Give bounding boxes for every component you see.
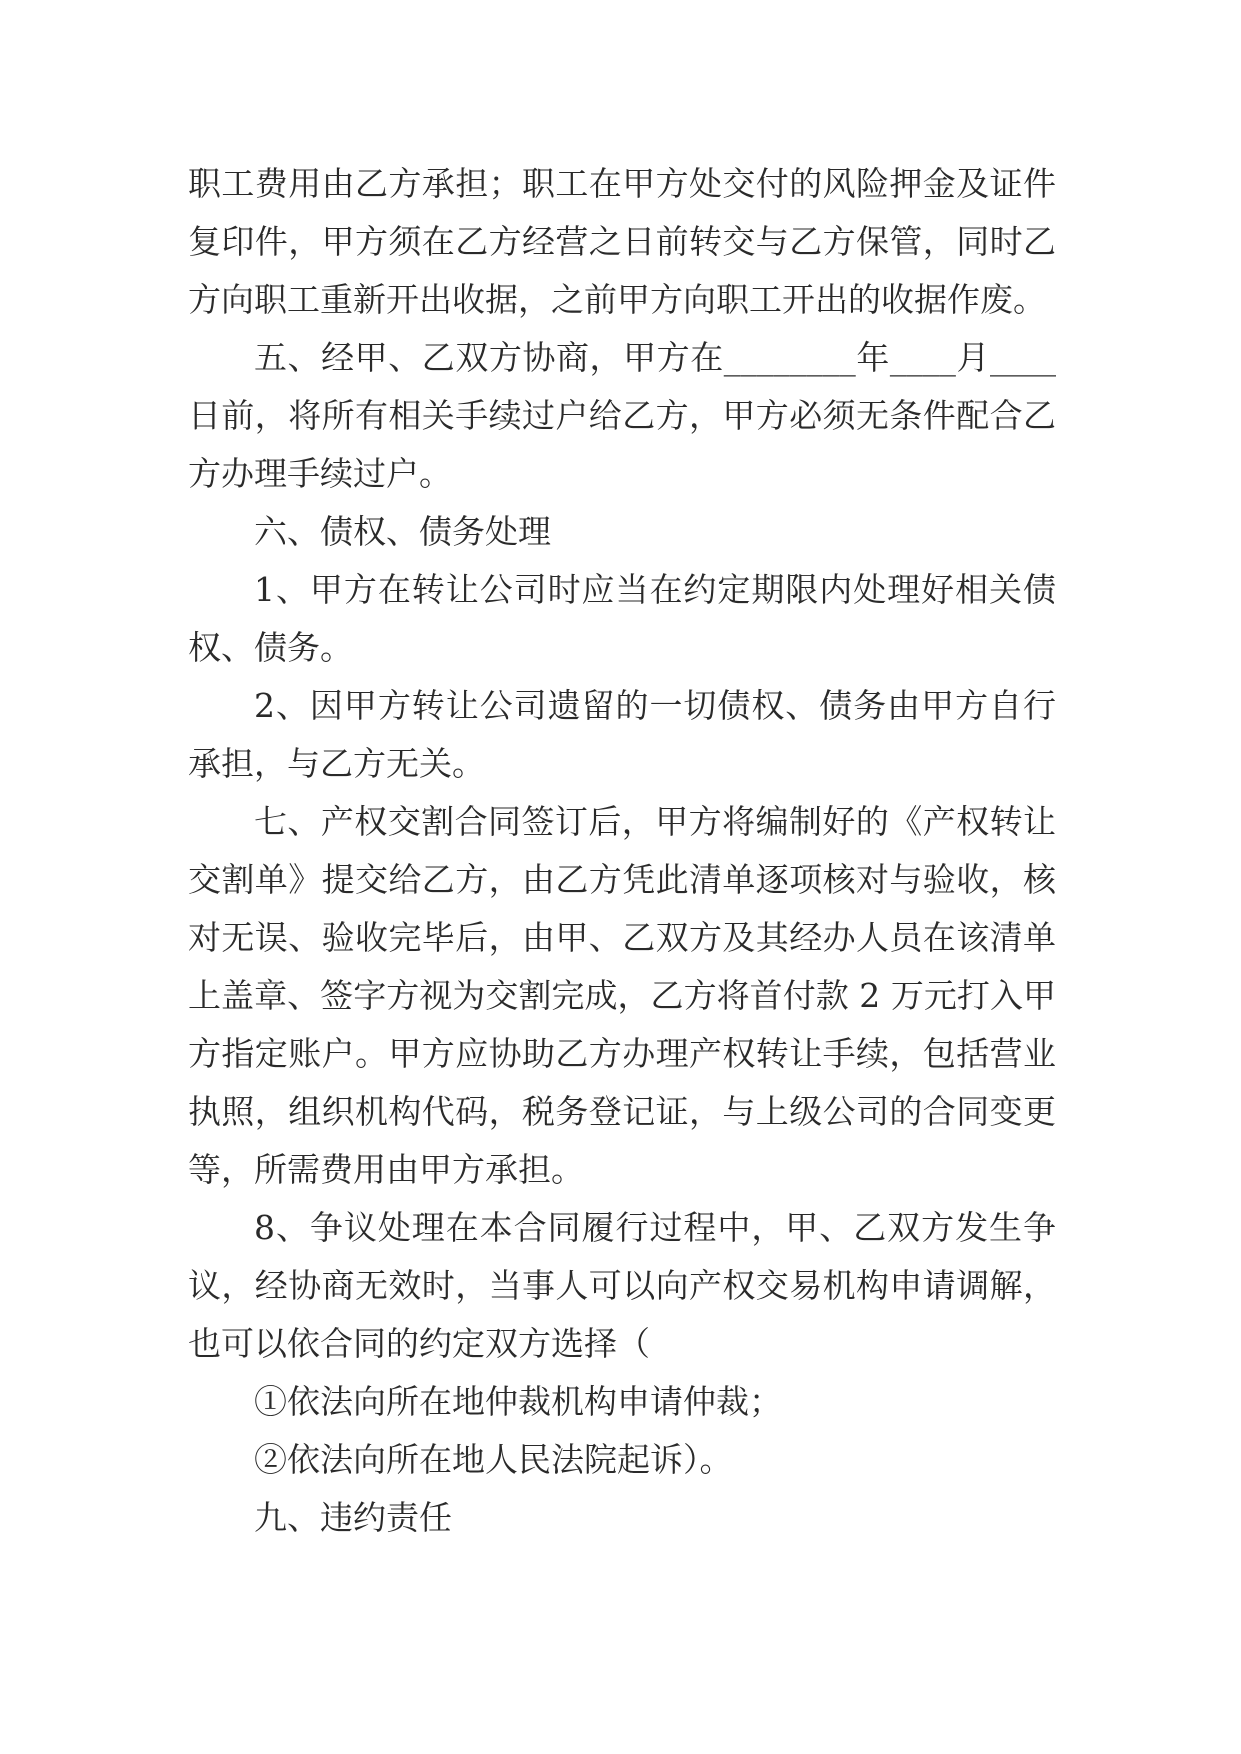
text-line: 七、产权交割合同签订后，甲方将编制好的《产权转让 [254,802,1056,841]
text-line: 交割单》提交给乙方，由乙方凭此清单逐项核对与验收，核 [188,860,1056,899]
text-line: 执照，组织机构代码，税务登记证，与上级公司的合同变更 [188,1092,1056,1131]
text-line: 对无误、验收完毕后，由甲、乙双方及其经办人员在该清单 [188,918,1056,957]
text-line: ②依法向所在地人民法院起诉）。 [254,1440,733,1479]
text-line: 1、甲方在转让公司时应当在约定期限内处理好相关债 [254,570,1056,609]
text-line: 方指定账户。甲方应协助乙方办理产权转让手续，包括营业 [188,1034,1056,1073]
text-line: 职工费用由乙方承担；职工在甲方处交付的风险押金及证件 [188,164,1056,203]
text-line: 2、因甲方转让公司遗留的一切债权、债务由甲方自行 [254,686,1056,725]
text-line: 上盖章、签字方视为交割完成，乙方将首付款 2 万元打入甲 [188,976,1056,1015]
text-line: 也可以依合同的约定双方选择（ [188,1324,650,1363]
text-line: 九、违约责任 [254,1498,452,1537]
text-line: 权、债务。 [188,628,353,667]
text-line: ①依法向所在地仲裁机构申请仲裁； [254,1382,782,1421]
text-line: 五、经甲、乙双方协商，甲方在________年____月____ [254,338,1056,377]
text-line: 复印件，甲方须在乙方经营之日前转交与乙方保管，同时乙 [188,222,1056,261]
text-line: 日前，将所有相关手续过户给乙方，甲方必须无条件配合乙 [188,396,1056,435]
text-line: 议，经协商无效时，当事人可以向产权交易机构申请调解， [188,1266,1056,1305]
text-line: 六、债权、债务处理 [254,512,551,551]
text-line: 方向职工重新开出收据，之前甲方向职工开出的收据作废。 [188,280,1046,319]
text-line: 8、争议处理在本合同履行过程中，甲、乙双方发生争 [254,1208,1056,1247]
body-text [188,155,1056,1547]
text-line: 方办理手续过户。 [188,454,452,493]
text-line: 承担，与乙方无关。 [188,744,485,783]
text-line: 等，所需费用由甲方承担。 [188,1150,584,1189]
